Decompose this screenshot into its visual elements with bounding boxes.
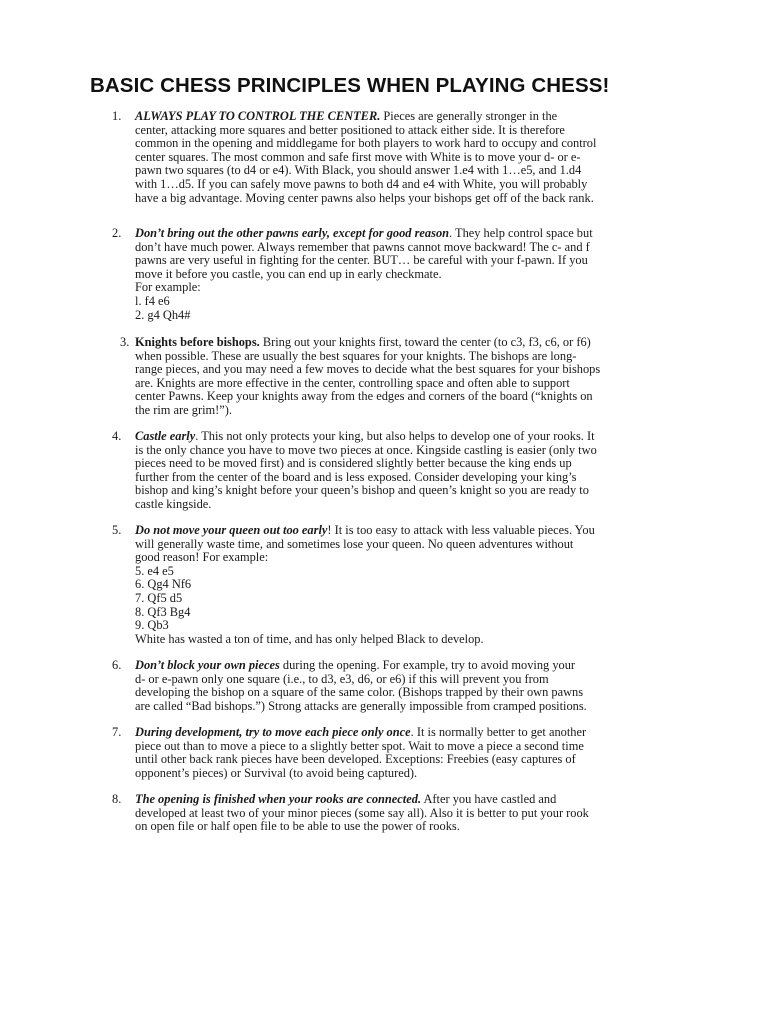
principle-number: 2. [112, 226, 122, 240]
text-line: until other back rank pieces have been developed. Exceptions: Freebies (easy captures of [135, 752, 576, 767]
principle-text [135, 110, 711, 205]
principle-body-start: Pieces are generally stronger in the [380, 109, 558, 123]
text-line: common in the opening and middlegame for both players to work hard to occupy and control [135, 136, 597, 151]
principle-text [135, 726, 711, 780]
principle-body-start: ! It is too easy to attack with less valuable pieces. You [327, 523, 595, 537]
principle-text [135, 524, 711, 646]
principle-number: 8. [112, 792, 122, 806]
text-line: move it before you castle, you can end up in early checkmate. [135, 266, 442, 281]
principle-text [135, 430, 711, 512]
principle-heading: Do not move your queen out too early [135, 523, 328, 537]
principle-body-start: during the opening. For example, try to avoid moving your [279, 658, 576, 672]
text-line [135, 110, 711, 124]
text-line: is the only chance you have to move two pieces at once. Kingside castling is easier (only two [135, 442, 597, 457]
text-line: 7. Qf5 d5 [135, 590, 183, 605]
principle-body-start: . They help control space but [449, 226, 593, 240]
text-line: opponent’s pieces) or Survival (to avoid being captured). [135, 765, 418, 780]
text-line: center Pawns. Keep your knights away from the edges and corners of the board (“knights on [135, 389, 593, 404]
principle-text [135, 659, 711, 713]
text-line [135, 793, 711, 807]
text-line: l. f4 e6 [135, 293, 170, 308]
text-line: don’t have much power. Always remember that pawns cannot move backward! The c- and f [135, 239, 590, 254]
text-line: on open file or half open file to be able to use the power of rooks. [135, 819, 460, 834]
text-line: the rim are grim!”). [135, 402, 233, 417]
text-line: 6. Qg4 Nf6 [135, 577, 192, 592]
principle-text [135, 336, 711, 418]
principle-heading: The opening is finished when your rooks are connected. [135, 792, 422, 806]
text-line: have a big advantage. Moving center pawns also helps your bishops get off of the back rank. [135, 190, 594, 205]
text-line: developed at least two of your minor pieces (some say all). Also it is better to put your rook [135, 805, 589, 820]
principle-body-start: After you have castled and [421, 792, 557, 806]
text-line: developing the bishop on a square of the same color. (Bishops trapped by their own pawns [135, 685, 584, 700]
text-line: pawns are very useful in fighting for the center. BUT… be careful with your f-pawn. If you [135, 253, 588, 268]
text-line: White has wasted a ton of time, and has only helped Black to develop. [135, 631, 484, 646]
principle-number: 6. [112, 658, 122, 672]
principle-heading: Castle early [135, 429, 196, 443]
principle-body-start: . This not only protects your king, but also helps to develop one of your rooks. It [195, 429, 595, 443]
text-line: 8. Qf3 Bg4 [135, 604, 191, 619]
text-line [135, 336, 711, 350]
principle-number: 4. [112, 429, 122, 443]
text-line: 5. e4 e5 [135, 563, 174, 578]
text-line [135, 227, 711, 241]
text-line: castle kingside. [135, 496, 212, 511]
principle-number: 7. [112, 725, 122, 739]
text-line [135, 430, 711, 444]
principle-number: 3. [120, 335, 130, 349]
principle-heading: Knights before bishops. [135, 335, 260, 349]
text-line: center squares. The most common and safe first move with White is to move your d- or e- [135, 149, 581, 164]
text-line: For example: [135, 280, 201, 295]
principle-number: 5. [112, 523, 122, 537]
text-line: further from the center of the board and is less exposed. Consider developing your king’s [135, 469, 577, 484]
page-title: BASIC CHESS PRINCIPLES WHEN PLAYING CHESS! [90, 74, 610, 97]
text-line: 9. Qb3 [135, 618, 169, 633]
text-line: when possible. These are usually the best squares for your knights. The bishops are long- [135, 348, 577, 363]
text-line: d- or e-pawn only one square (i.e., to d3, e3, d6, or e6) if this will prevent you from [135, 671, 549, 686]
principle-body-start: Bring out your knights first, toward the center (to c3, f3, c6, or f6) [259, 335, 591, 349]
text-line: bishop and king’s knight before your queen’s bishop and queen’s knight so you are ready to [135, 483, 589, 498]
principle-heading: Don’t block your own pieces [135, 658, 280, 672]
text-line: piece out than to move a piece to a slightly better spot. Wait to move a piece a second time [135, 738, 584, 753]
text-line: pawn two squares (to d4 or e4). With Black, you should answer 1.e4 with 1…e5, and 1.d4 [135, 163, 582, 178]
text-line: range pieces, and you may need a few moves to decide what the best squares for your bishops [135, 362, 601, 377]
text-line: good reason! For example: [135, 550, 269, 565]
principle-heading: During development, try to move each piece only once [135, 725, 411, 739]
text-line: will generally waste time, and sometimes lose your queen. No queen adventures without [135, 536, 574, 551]
principle-number: 1. [112, 109, 122, 123]
principle-text [135, 227, 711, 322]
principle-body-start: . It is normally better to get another [410, 725, 587, 739]
text-line: are called “Bad bishops.”) Strong attacks are generally impossible from cramped positions. [135, 698, 587, 713]
text-line [135, 726, 711, 740]
text-line: with 1…d5. If you can safely move pawns to both d4 and e4 with White, you will probably [135, 176, 588, 191]
principle-heading: Don’t bring out the other pawns early, except for good reason [135, 226, 450, 240]
text-line: are. Knights are more effective in the center, controlling space and often able to support [135, 375, 570, 390]
text-line [135, 524, 711, 538]
principle-text [135, 793, 711, 834]
text-line: 2. g4 Qh4# [135, 307, 191, 322]
text-line [135, 659, 711, 673]
text-line: pieces need to be moved first) and is considered slightly better because the king ends up [135, 456, 572, 471]
principle-heading: ALWAYS PLAY TO CONTROL THE CENTER. [135, 109, 381, 123]
text-line: center, attacking more squares and better positioned to attack either side. It is therefore [135, 122, 565, 137]
